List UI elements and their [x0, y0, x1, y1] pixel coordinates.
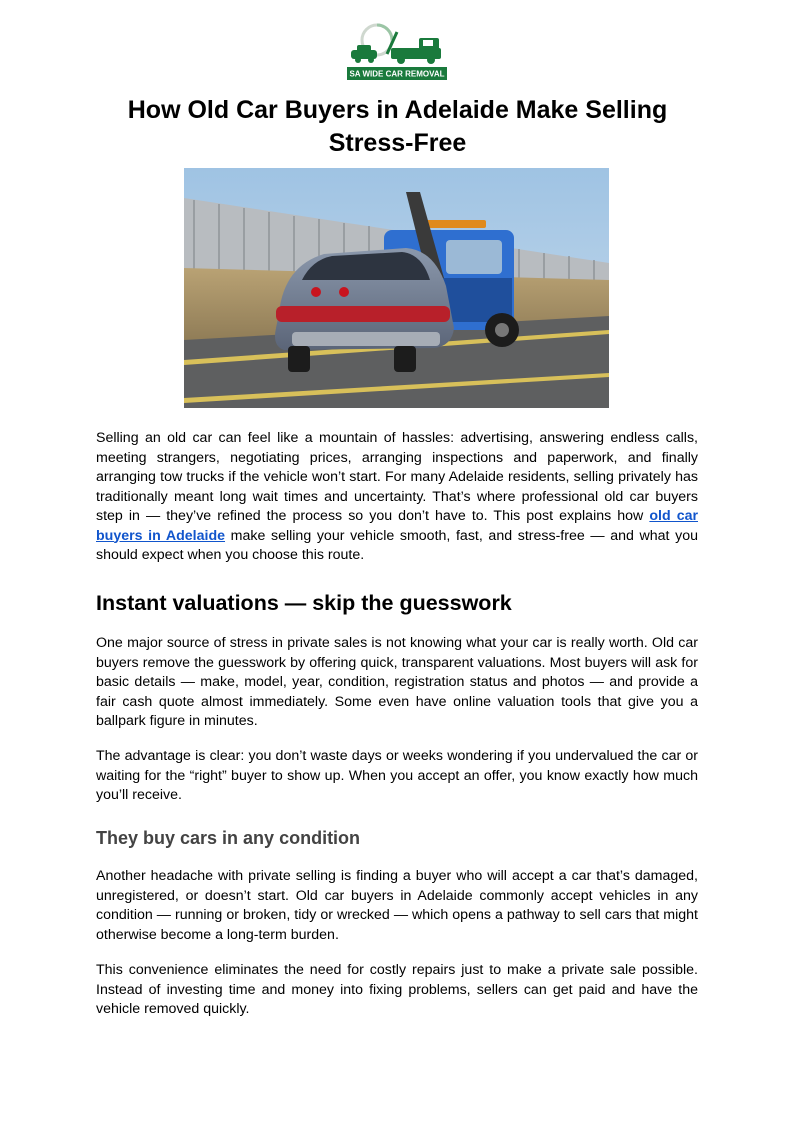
section1-paragraph-1: One major source of stress in private sales is not knowing what your car is really worth. Old car buyers remove the guesswork by offering quick, transparent valuations. Most buyers will ask for basic details — make, model, year, condition, registration status and photos — and provide a fair cash quote almost immediately. Some even have online valuation tools that give you a ballpark figure in minutes. [96, 635, 698, 729]
intro-paragraph [96, 429, 698, 566]
old-car-buyers-adelaide-link[interactable]: old car buyers in Adelaide [96, 508, 698, 544]
section2-paragraph-2: This convenience eliminates the need for costly repairs just to make a private sale possible. Instead of investing time and money into fixing problems, sellers can get paid and have the vehicle removed quickly. [96, 962, 698, 1017]
section-heading-any-condition: They buy cars in any condition [96, 828, 361, 848]
hero-photo-tow-truck [184, 168, 609, 408]
section-heading-instant-valuations: Instant valuations — skip the guesswork [96, 591, 512, 615]
page-title: How Old Car Buyers in Adelaide Make Selling Stress-Free [127, 96, 668, 157]
intro-text-after-link: make selling your vehicle smooth, fast, and stress-free — and what you should expect when you choose this route. [96, 527, 698, 563]
intro-text-before-link: Selling an old car can feel like a mountain of hassles: advertising, answering endless calls, meeting strangers, negotiating prices, arranging inspections and paperwork, and finally arranging tow trucks if the vehicle won’t start. For many Adelaide residents, selling privately has traditionally meant long wait times and uncertainty. That’s where professional old car buyers step in — they’ve refined the process so you don’t have to. This post explains how [96, 430, 698, 524]
section2-paragraph-1: Another headache with private selling is finding a buyer who will accept a car that’s damaged, unregistered, or doesn’t start. Old car buyers in Adelaide commonly accept vehicles in any condition — running or broken, tidy or wrecked — which opens a pathway to sell cars that might otherwise become a long-term burden. [96, 868, 698, 943]
section1-paragraph-2: The advantage is clear: you don’t waste days or weeks wondering if you undervalued the car or waiting for the “right” buyer to show up. When you accept an offer, you know exactly how much you’ll receive. [96, 748, 698, 803]
logo-text: SA WIDE CAR REMOVAL [349, 69, 445, 79]
company-logo [347, 22, 447, 80]
